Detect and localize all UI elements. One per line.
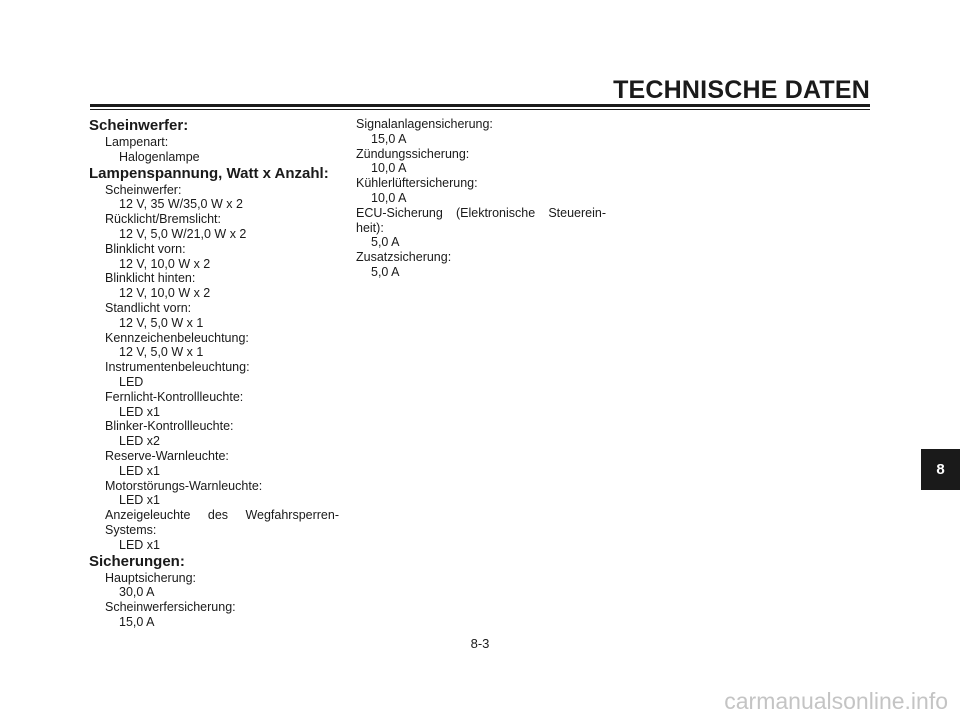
- spec-value: 30,0 A: [119, 585, 155, 600]
- page-header-title: TECHNISCHE DATEN: [613, 76, 870, 104]
- spec-label: Blinker-Kontrollleuchte:: [105, 419, 234, 434]
- spec-value: LED x2: [119, 434, 160, 449]
- spec-label: Motorstörungs-Warnleuchte:: [105, 478, 263, 493]
- header-rule-thick: [90, 104, 870, 107]
- spec-value: LED: [119, 374, 144, 389]
- spec-value: 5,0 A: [371, 235, 400, 250]
- watermark: carmanualsonline.info: [724, 688, 948, 714]
- spec-label: ECU-Sicherung (Elektronische Steuerein-: [356, 205, 606, 220]
- spec-label: Kühlerlüftersicherung:: [356, 176, 478, 191]
- spec-label: Instrumentenbeleuchtung:: [105, 360, 250, 375]
- spec-value: 12 V, 35 W/35,0 W x 2: [119, 197, 243, 212]
- spec-label: Fernlicht-Kontrollleuchte:: [105, 389, 244, 404]
- spec-label: Reserve-Warnleuchte:: [105, 448, 229, 463]
- chapter-tab: 8: [921, 449, 960, 490]
- spec-label: Standlicht vorn:: [105, 300, 192, 315]
- spec-label: Scheinwerfersicherung:: [105, 600, 236, 615]
- spec-label: Blinklicht vorn:: [105, 241, 186, 256]
- spec-value: LED x1: [119, 493, 160, 508]
- left-column: [89, 117, 339, 630]
- spec-label: Scheinwerfer:: [105, 182, 182, 197]
- spec-value: 12 V, 5,0 W x 1: [119, 345, 204, 360]
- spec-label: Hauptsicherung:: [105, 570, 197, 585]
- spec-value: 15,0 A: [371, 131, 407, 146]
- spec-value: LED x1: [119, 537, 160, 552]
- spec-label: Blinklicht hinten:: [105, 271, 196, 286]
- spec-label: heit):: [356, 220, 384, 235]
- right-column: [356, 117, 606, 280]
- page-number: 8-3: [470, 636, 490, 651]
- section-heading: Lampenspannung, Watt x Anzahl:: [89, 164, 329, 182]
- section-heading: Sicherungen:: [89, 552, 185, 570]
- spec-value: 15,0 A: [119, 614, 155, 629]
- spec-value: 10,0 A: [371, 161, 407, 176]
- section-heading: Scheinwerfer:: [89, 117, 189, 134]
- spec-value: Halogenlampe: [119, 149, 200, 164]
- spec-label: Systems:: [105, 522, 157, 537]
- spec-label: Kennzeichenbeleuchtung:: [105, 330, 249, 345]
- spec-label: Zusatzsicherung:: [356, 250, 452, 265]
- spec-value: 12 V, 10,0 W x 2: [119, 256, 211, 271]
- spec-value: LED x1: [119, 404, 160, 419]
- spec-value: 10,0 A: [371, 190, 407, 205]
- spec-label: Zündungssicherung:: [356, 146, 470, 161]
- spec-value: 12 V, 5,0 W x 1: [119, 315, 204, 330]
- header-rule-thin: [90, 109, 870, 110]
- spec-value: 5,0 A: [371, 264, 400, 279]
- spec-label: Lampenart:: [105, 135, 169, 149]
- spec-label: Anzeigeleuchte des Wegfahrsperren-: [105, 508, 339, 523]
- spec-label: Rücklicht/Bremslicht:: [105, 212, 221, 227]
- spec-label: Signalanlagensicherung:: [356, 117, 493, 131]
- spec-value: LED x1: [119, 463, 160, 478]
- spec-value: 12 V, 10,0 W x 2: [119, 286, 211, 301]
- spec-value: 12 V, 5,0 W/21,0 W x 2: [119, 226, 247, 241]
